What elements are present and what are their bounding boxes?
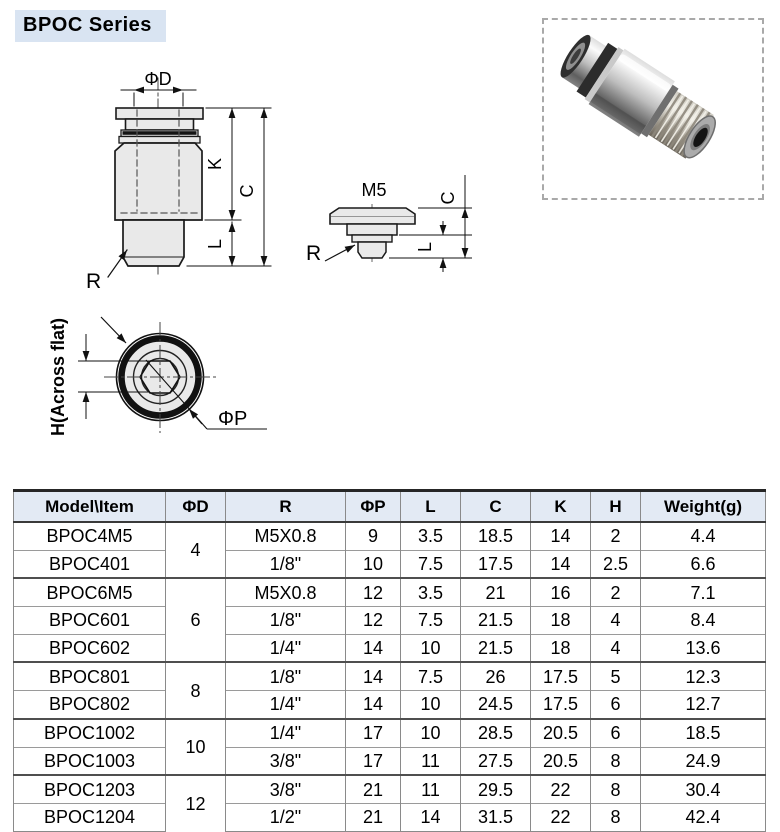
diameter-cell: 6 <box>166 578 226 662</box>
spec-cell: 12 <box>346 607 401 635</box>
spec-cell: 1/2" <box>226 803 346 831</box>
spec-cell: 1/4" <box>226 719 346 747</box>
spec-cell: 22 <box>531 803 591 831</box>
model-cell: BPOC801 <box>14 662 166 690</box>
table-row <box>14 775 766 803</box>
bottom-view <box>48 317 267 436</box>
spec-cell: 1/8" <box>226 607 346 635</box>
diameter-cell: 4 <box>166 522 226 578</box>
spec-cell: 6 <box>591 719 641 747</box>
side-label-m5: M5 <box>361 180 387 200</box>
spec-cell: 13.6 <box>641 634 766 662</box>
spec-cell: 21.5 <box>461 634 531 662</box>
table-row <box>14 719 766 747</box>
spec-cell: 11 <box>401 747 461 775</box>
diameter-cell: 10 <box>166 719 226 775</box>
spec-cell: 4 <box>591 607 641 635</box>
spec-cell: 1/4" <box>226 691 346 719</box>
spec-cell: 8 <box>591 775 641 803</box>
spec-cell: 24.9 <box>641 747 766 775</box>
model-cell: BPOC6M5 <box>14 578 166 606</box>
spec-cell: 8.4 <box>641 607 766 635</box>
page-title: BPOC Series <box>15 10 166 42</box>
spec-cell: 3.5 <box>401 522 461 550</box>
side-view-m5 <box>306 175 472 272</box>
spec-cell: 42.4 <box>641 803 766 831</box>
spec-cell: 8 <box>591 747 641 775</box>
spec-cell: 27.5 <box>461 747 531 775</box>
spec-cell: 2 <box>591 578 641 606</box>
spec-cell: 17 <box>346 719 401 747</box>
dim-label-k: K <box>205 157 225 171</box>
spec-cell: 10 <box>346 550 401 578</box>
col-header-c: C <box>461 491 531 523</box>
spec-cell: 6.6 <box>641 550 766 578</box>
spec-cell: 14 <box>346 691 401 719</box>
spec-cell: 14 <box>531 550 591 578</box>
col-header-model: Model\Item <box>14 491 166 523</box>
model-cell: BPOC401 <box>14 550 166 578</box>
spec-cell: 24.5 <box>461 691 531 719</box>
spec-cell: 12.3 <box>641 662 766 690</box>
spec-cell: 29.5 <box>461 775 531 803</box>
spec-cell: 20.5 <box>531 747 591 775</box>
product-photo-frame <box>542 18 764 200</box>
spec-cell: 18.5 <box>461 522 531 550</box>
col-header-weight: Weight(g) <box>641 491 766 523</box>
col-header-k: K <box>531 491 591 523</box>
spec-cell: 7.1 <box>641 578 766 606</box>
spec-cell: 31.5 <box>461 803 531 831</box>
spec-cell: 3.5 <box>401 578 461 606</box>
spec-cell: 8 <box>591 803 641 831</box>
col-header-l: L <box>401 491 461 523</box>
diameter-cell: 8 <box>166 662 226 718</box>
spec-cell: 17.5 <box>461 550 531 578</box>
spec-cell: 11 <box>401 775 461 803</box>
spec-cell: 2 <box>591 522 641 550</box>
spec-cell: 1/4" <box>226 634 346 662</box>
spec-table <box>13 489 766 832</box>
model-cell: BPOC4M5 <box>14 522 166 550</box>
spec-cell: 21.5 <box>461 607 531 635</box>
spec-cell: 17.5 <box>531 691 591 719</box>
spec-cell: 21 <box>346 803 401 831</box>
model-cell: BPOC601 <box>14 607 166 635</box>
spec-cell: 10 <box>401 634 461 662</box>
table-row <box>14 803 766 831</box>
table-row <box>14 634 766 662</box>
spec-cell: 2.5 <box>591 550 641 578</box>
spec-cell: 12.7 <box>641 691 766 719</box>
spec-cell: 18 <box>531 607 591 635</box>
spec-cell: 18.5 <box>641 719 766 747</box>
spec-cell: 4 <box>591 634 641 662</box>
spec-cell: 10 <box>401 719 461 747</box>
spec-cell: 17.5 <box>531 662 591 690</box>
table-row <box>14 662 766 690</box>
model-cell: BPOC1003 <box>14 747 166 775</box>
spec-cell: 3/8" <box>226 775 346 803</box>
spec-cell: 26 <box>461 662 531 690</box>
technical-drawing <box>0 50 530 490</box>
col-header-phi-p: ΦP <box>346 491 401 523</box>
spec-cell: 18 <box>531 634 591 662</box>
spec-cell: M5X0.8 <box>226 522 346 550</box>
spec-cell: 14 <box>346 662 401 690</box>
dim-label-l: L <box>205 238 225 250</box>
dim-label-side-r: R <box>306 242 322 265</box>
front-view <box>86 69 271 293</box>
spec-cell: 14 <box>401 803 461 831</box>
spec-cell: 9 <box>346 522 401 550</box>
product-photo <box>544 20 758 194</box>
spec-cell: 14 <box>531 522 591 550</box>
spec-cell: 14 <box>346 634 401 662</box>
diameter-cell: 12 <box>166 775 226 831</box>
table-row <box>14 522 766 550</box>
table-row <box>14 747 766 775</box>
dim-label-phi-d: ΦD <box>144 69 172 89</box>
table-row <box>14 691 766 719</box>
table-row <box>14 578 766 606</box>
spec-cell: 7.5 <box>401 550 461 578</box>
spec-cell: 21 <box>346 775 401 803</box>
spec-cell: 22 <box>531 775 591 803</box>
dim-label-h-across-flat: H(Across flat) <box>48 317 68 437</box>
spec-cell: M5X0.8 <box>226 578 346 606</box>
col-header-phi-d: ΦD <box>166 491 226 523</box>
spec-cell: 30.4 <box>641 775 766 803</box>
dim-label-r: R <box>86 270 102 293</box>
spec-cell: 1/8" <box>226 662 346 690</box>
spec-cell: 10 <box>401 691 461 719</box>
spec-cell: 1/8" <box>226 550 346 578</box>
spec-cell: 3/8" <box>226 747 346 775</box>
dim-label-c: C <box>237 184 257 198</box>
spec-cell: 4.4 <box>641 522 766 550</box>
model-cell: BPOC1203 <box>14 775 166 803</box>
spec-cell: 12 <box>346 578 401 606</box>
spec-cell: 7.5 <box>401 607 461 635</box>
table-header-row <box>14 491 766 523</box>
model-cell: BPOC1002 <box>14 719 166 747</box>
spec-cell: 6 <box>591 691 641 719</box>
dim-label-phi-p: ΦP <box>218 408 248 430</box>
spec-cell: 7.5 <box>401 662 461 690</box>
dim-label-side-c: C <box>438 191 458 205</box>
spec-cell: 20.5 <box>531 719 591 747</box>
col-header-r: R <box>226 491 346 523</box>
table-row <box>14 607 766 635</box>
dim-label-side-l: L <box>415 241 435 253</box>
spec-cell: 28.5 <box>461 719 531 747</box>
spec-cell: 17 <box>346 747 401 775</box>
spec-cell: 21 <box>461 578 531 606</box>
table-row <box>14 550 766 578</box>
model-cell: BPOC602 <box>14 634 166 662</box>
spec-cell: 5 <box>591 662 641 690</box>
spec-cell: 16 <box>531 578 591 606</box>
model-cell: BPOC1204 <box>14 803 166 831</box>
col-header-h: H <box>591 491 641 523</box>
model-cell: BPOC802 <box>14 691 166 719</box>
